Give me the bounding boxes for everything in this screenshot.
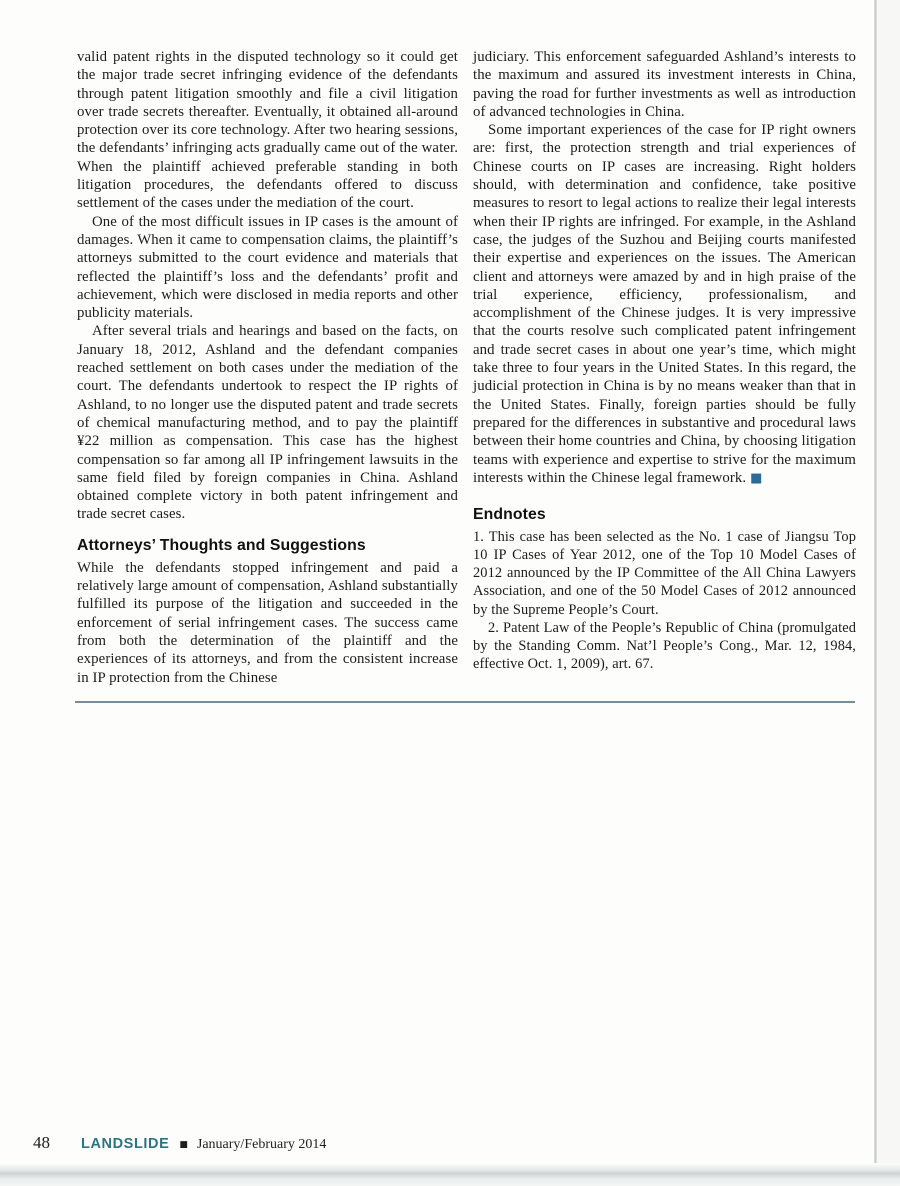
endnote: 2. Patent Law of the People’s Republic of China (promulgated by the Standing Comm. Nat’l People’s Cong., Mar. 12, 1984, effective Oct. 1, 2009), art. 67. <box>473 619 856 672</box>
section-heading-attorneys-thoughts: Attorneys’ Thoughts and Suggestions <box>77 536 366 554</box>
page-edge-shadow <box>874 0 877 1170</box>
paragraph: One of the most difficult issues in IP cases is the amount of damages. When it came to compensation claims, the plaintiff’s attorneys submitted to the court evidence and materials that reflected the plaintiff’s loss and the defendants’ profit and achievement, which were disclosed in media reports and other publicity materials. <box>77 213 458 322</box>
page-bottom-shadow <box>0 1163 900 1186</box>
paragraph: After several trials and hearings and based on the facts, on January 18, 2012, Ashland and the defendant companies reached settlement on both cases under the mediation of the court. The defendants undertook to respect the IP rights of Ashland, to no longer use the disputed patent and trade secrets of chemical manufacturing method, and to pay the plaintiff ¥22 million as compensation. This case has the highest compensation so far among all IP infringement lawsuits in the same field filed by foreign companies in China. Ashland obtained complete victory in both patent infringement and trade secret cases. <box>77 323 458 523</box>
paragraph <box>473 121 856 487</box>
end-of-article-square-icon: ■ <box>750 470 763 486</box>
magazine-title: LANDSLIDE <box>81 1136 170 1152</box>
right-column <box>473 48 856 673</box>
issue-date: January/February 2014 <box>196 1137 327 1152</box>
footer-bullet-icon: ■ <box>179 1140 188 1150</box>
section-heading-endnotes: Endnotes <box>473 506 546 524</box>
left-column <box>77 48 458 687</box>
page-number: 48 <box>33 1133 50 1152</box>
footer-divider-rule <box>75 701 855 703</box>
scan-right-strip <box>877 0 900 1170</box>
paragraph: While the defendants stopped infringement and paid a relatively large amount of compensation, Ashland substantially fulfilled its purpose of the litigation and succeeded in the enforcement of serial infringement cases. The success came from both the determination of the plaintiff and the experiences of its attorneys, and from the consistent increase in IP protection from the Chinese <box>77 559 458 686</box>
page-footer <box>33 1133 326 1153</box>
paragraph: judiciary. This enforcement safeguarded Ashland’s interests to the maximum and assured its investment interests in China, paving the road for further investments as well as introduction of advanced technologies in China. <box>473 49 856 120</box>
paragraph: valid patent rights in the disputed technology so it could get the major trade secret infringing evidence of the defendants through patent litigation smoothly and file a civil litigation over trade secrets thereafter. Eventually, it obtained all-around protection over its core technology. After two hearing sessions, the defendants’ infringing acts gradually came out of the water. When the plaintiff achieved preferable standing in both litigation procedures, the defendants offered to discuss settlement of the cases under the mediation of the court. <box>77 49 458 212</box>
paragraph-text: Some important experiences of the case for IP right owners are: first, the protection strength and trial experiences of Chinese courts on IP cases are increasing. Right holders should, with determination and confidence, take positive measures to resort to legal actions to realize their legal interests when their IP rights are infringed. For example, in the Ashland case, the judges of the Suzhou and Beijing courts manifested their expertise and experiences on the issues. The American client and attorneys were amazed by and in high praise of the trial experience, efficiency, professionalism, and accomplishment of the Chinese judges. It is very impressive that the courts resolve such complicated patent infringement and trade secret cases in about one year’s time, which might take three to four years in the United States. In this regard, the judicial protection in China is by no means weaker than that in the United States. Finally, foreign parties should be fully prepared for the differences in substantive and procedural laws between their home countries and China, by choosing litigation teams with experience and expertise to strive for the maximum interests within the Chinese legal framework. <box>473 122 856 486</box>
endnote: 1. This case has been selected as the No. 1 case of Jiangsu Top 10 IP Cases of Year 2012, one of the Top 10 Model Cases of 2012 announced by the IP Committee of the All China Lawyers Association, and one of the 50 Model Cases of 2012 announced by the Supreme People’s Court. <box>473 529 856 618</box>
